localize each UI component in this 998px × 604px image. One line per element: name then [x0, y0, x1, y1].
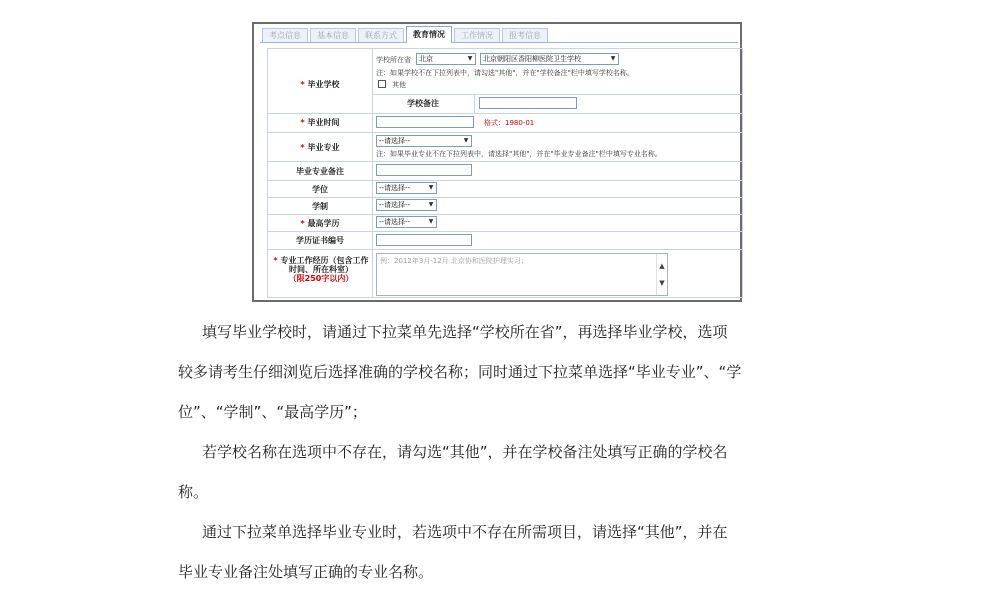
- school-select[interactable]: [480, 53, 619, 65]
- degree-select-value: --请选择--: [379, 184, 411, 192]
- cert-no-label: 学历证书编号: [296, 236, 344, 245]
- grad-time-hint: 格式：1980-01: [484, 119, 535, 127]
- chevron-down-icon: ▼: [428, 218, 434, 225]
- tab-basic-info[interactable]: 基本信息: [310, 28, 356, 42]
- instruction-line: 毕业专业备注处填写正确的专业名称。: [178, 563, 434, 581]
- tab-exam-site[interactable]: 考点信息: [262, 28, 308, 42]
- school-note: 注：如果学校不在下拉列表中，请勾选"其他"，并在"学校备注"栏中填写学校名称。: [376, 69, 634, 77]
- degree-label: 学位: [312, 185, 328, 194]
- instruction-line: 填写毕业学校时，请通过下拉菜单先选择“学校所在省”，再选择毕业学校，选项: [202, 323, 728, 341]
- scroll-down-icon[interactable]: ▼: [659, 279, 665, 287]
- cert-no-input[interactable]: [376, 234, 472, 246]
- education-label-text: 最高学历: [307, 219, 340, 228]
- major-select-value: --请选择--: [379, 137, 411, 145]
- work-exp-limit: （限250字以内）: [288, 274, 354, 283]
- grad-time-label-text: 毕业时间: [307, 118, 340, 127]
- column-divider: [372, 49, 373, 298]
- province-select-value: 北京: [419, 55, 433, 63]
- row-divider: [268, 231, 742, 232]
- row-divider: [268, 161, 742, 162]
- tab-application[interactable]: 报考信息: [502, 28, 548, 42]
- education-form: [267, 48, 743, 298]
- row-divider: [268, 180, 742, 181]
- row-divider: [372, 94, 742, 95]
- required-mark: *: [273, 256, 278, 265]
- tab-bar: [260, 26, 738, 43]
- work-exp-textarea[interactable]: [376, 253, 668, 296]
- work-exp-label: [270, 256, 372, 283]
- school-label-text: 毕业学校: [307, 80, 340, 89]
- schooling-select[interactable]: [376, 199, 437, 211]
- major-select[interactable]: [376, 135, 472, 147]
- tab-contact[interactable]: 联系方式: [358, 28, 404, 42]
- required-mark: *: [300, 143, 305, 152]
- schooling-select-value: --请选择--: [379, 201, 411, 209]
- instruction-line: 若学校名称在选项中不存在，请勾选“其他”，并在学校备注处填写正确的学校名: [202, 443, 728, 461]
- tab-education[interactable]: 教育情况: [406, 26, 452, 43]
- instruction-line: 较多请考生仔细浏览后选择准确的学校名称；同时通过下拉菜单选择“毕业专业”、“学: [178, 363, 742, 381]
- required-mark: *: [300, 80, 305, 89]
- chevron-down-icon: ▼: [463, 137, 469, 144]
- work-exp-placeholder: 例：2012年3月-12月 北京协和医院护理实习；: [380, 257, 528, 265]
- education-form-screenshot: [252, 22, 742, 302]
- major-label-text: 毕业专业: [307, 143, 340, 152]
- major-label: [268, 142, 372, 153]
- row-divider: [268, 113, 742, 114]
- grad-time-input[interactable]: [376, 116, 474, 128]
- tab-work[interactable]: 工作情况: [454, 28, 500, 42]
- scroll-up-icon[interactable]: ▲: [659, 262, 665, 270]
- education-label: [268, 218, 372, 229]
- row-divider: [268, 197, 742, 198]
- required-mark: *: [300, 219, 305, 228]
- school-remark-label: 学校备注: [407, 99, 439, 108]
- required-mark: *: [300, 118, 305, 127]
- province-select[interactable]: [416, 53, 476, 65]
- chevron-down-icon: ▼: [610, 55, 616, 62]
- other-school-checkbox[interactable]: [378, 80, 386, 88]
- schooling-label: 学制: [312, 202, 328, 211]
- textarea-scrollbar[interactable]: [656, 254, 667, 295]
- row-divider: [268, 249, 742, 250]
- school-label: [268, 79, 372, 90]
- other-school-label: 其他: [392, 81, 406, 89]
- school-remark-input[interactable]: [479, 97, 577, 109]
- chevron-down-icon: ▼: [428, 201, 434, 208]
- chevron-down-icon: ▼: [467, 55, 473, 62]
- instruction-line: 位”、“学制”、“最高学历”；: [178, 403, 367, 421]
- row-divider: [268, 214, 742, 215]
- cell-divider: [474, 94, 475, 113]
- education-select[interactable]: [376, 216, 437, 228]
- work-exp-label-line1: 专业工作经历（包含工作: [280, 256, 369, 265]
- row-divider: [268, 132, 742, 133]
- degree-select[interactable]: [376, 182, 437, 194]
- major-remark-input[interactable]: [376, 164, 472, 176]
- work-exp-label-line2: 时间、所在科室）: [289, 265, 353, 274]
- school-select-value: 北京朝阳区香阳柳医院卫生学校: [483, 55, 581, 63]
- grad-time-label: [268, 117, 372, 128]
- province-prefix: 学校所在省: [376, 56, 411, 64]
- major-note: 注：如果毕业专业不在下拉列表中，请选择"其他"，并在"毕业专业备注"栏中填写专业名称。: [376, 150, 662, 158]
- chevron-down-icon: ▼: [428, 184, 434, 191]
- instruction-line: 称。: [178, 483, 209, 501]
- education-select-value: --请选择--: [379, 218, 411, 226]
- major-remark-label: 毕业专业备注: [296, 167, 344, 176]
- instruction-line: 通过下拉菜单选择毕业专业时，若选项中不存在所需项目，请选择“其他”，并在: [202, 523, 728, 541]
